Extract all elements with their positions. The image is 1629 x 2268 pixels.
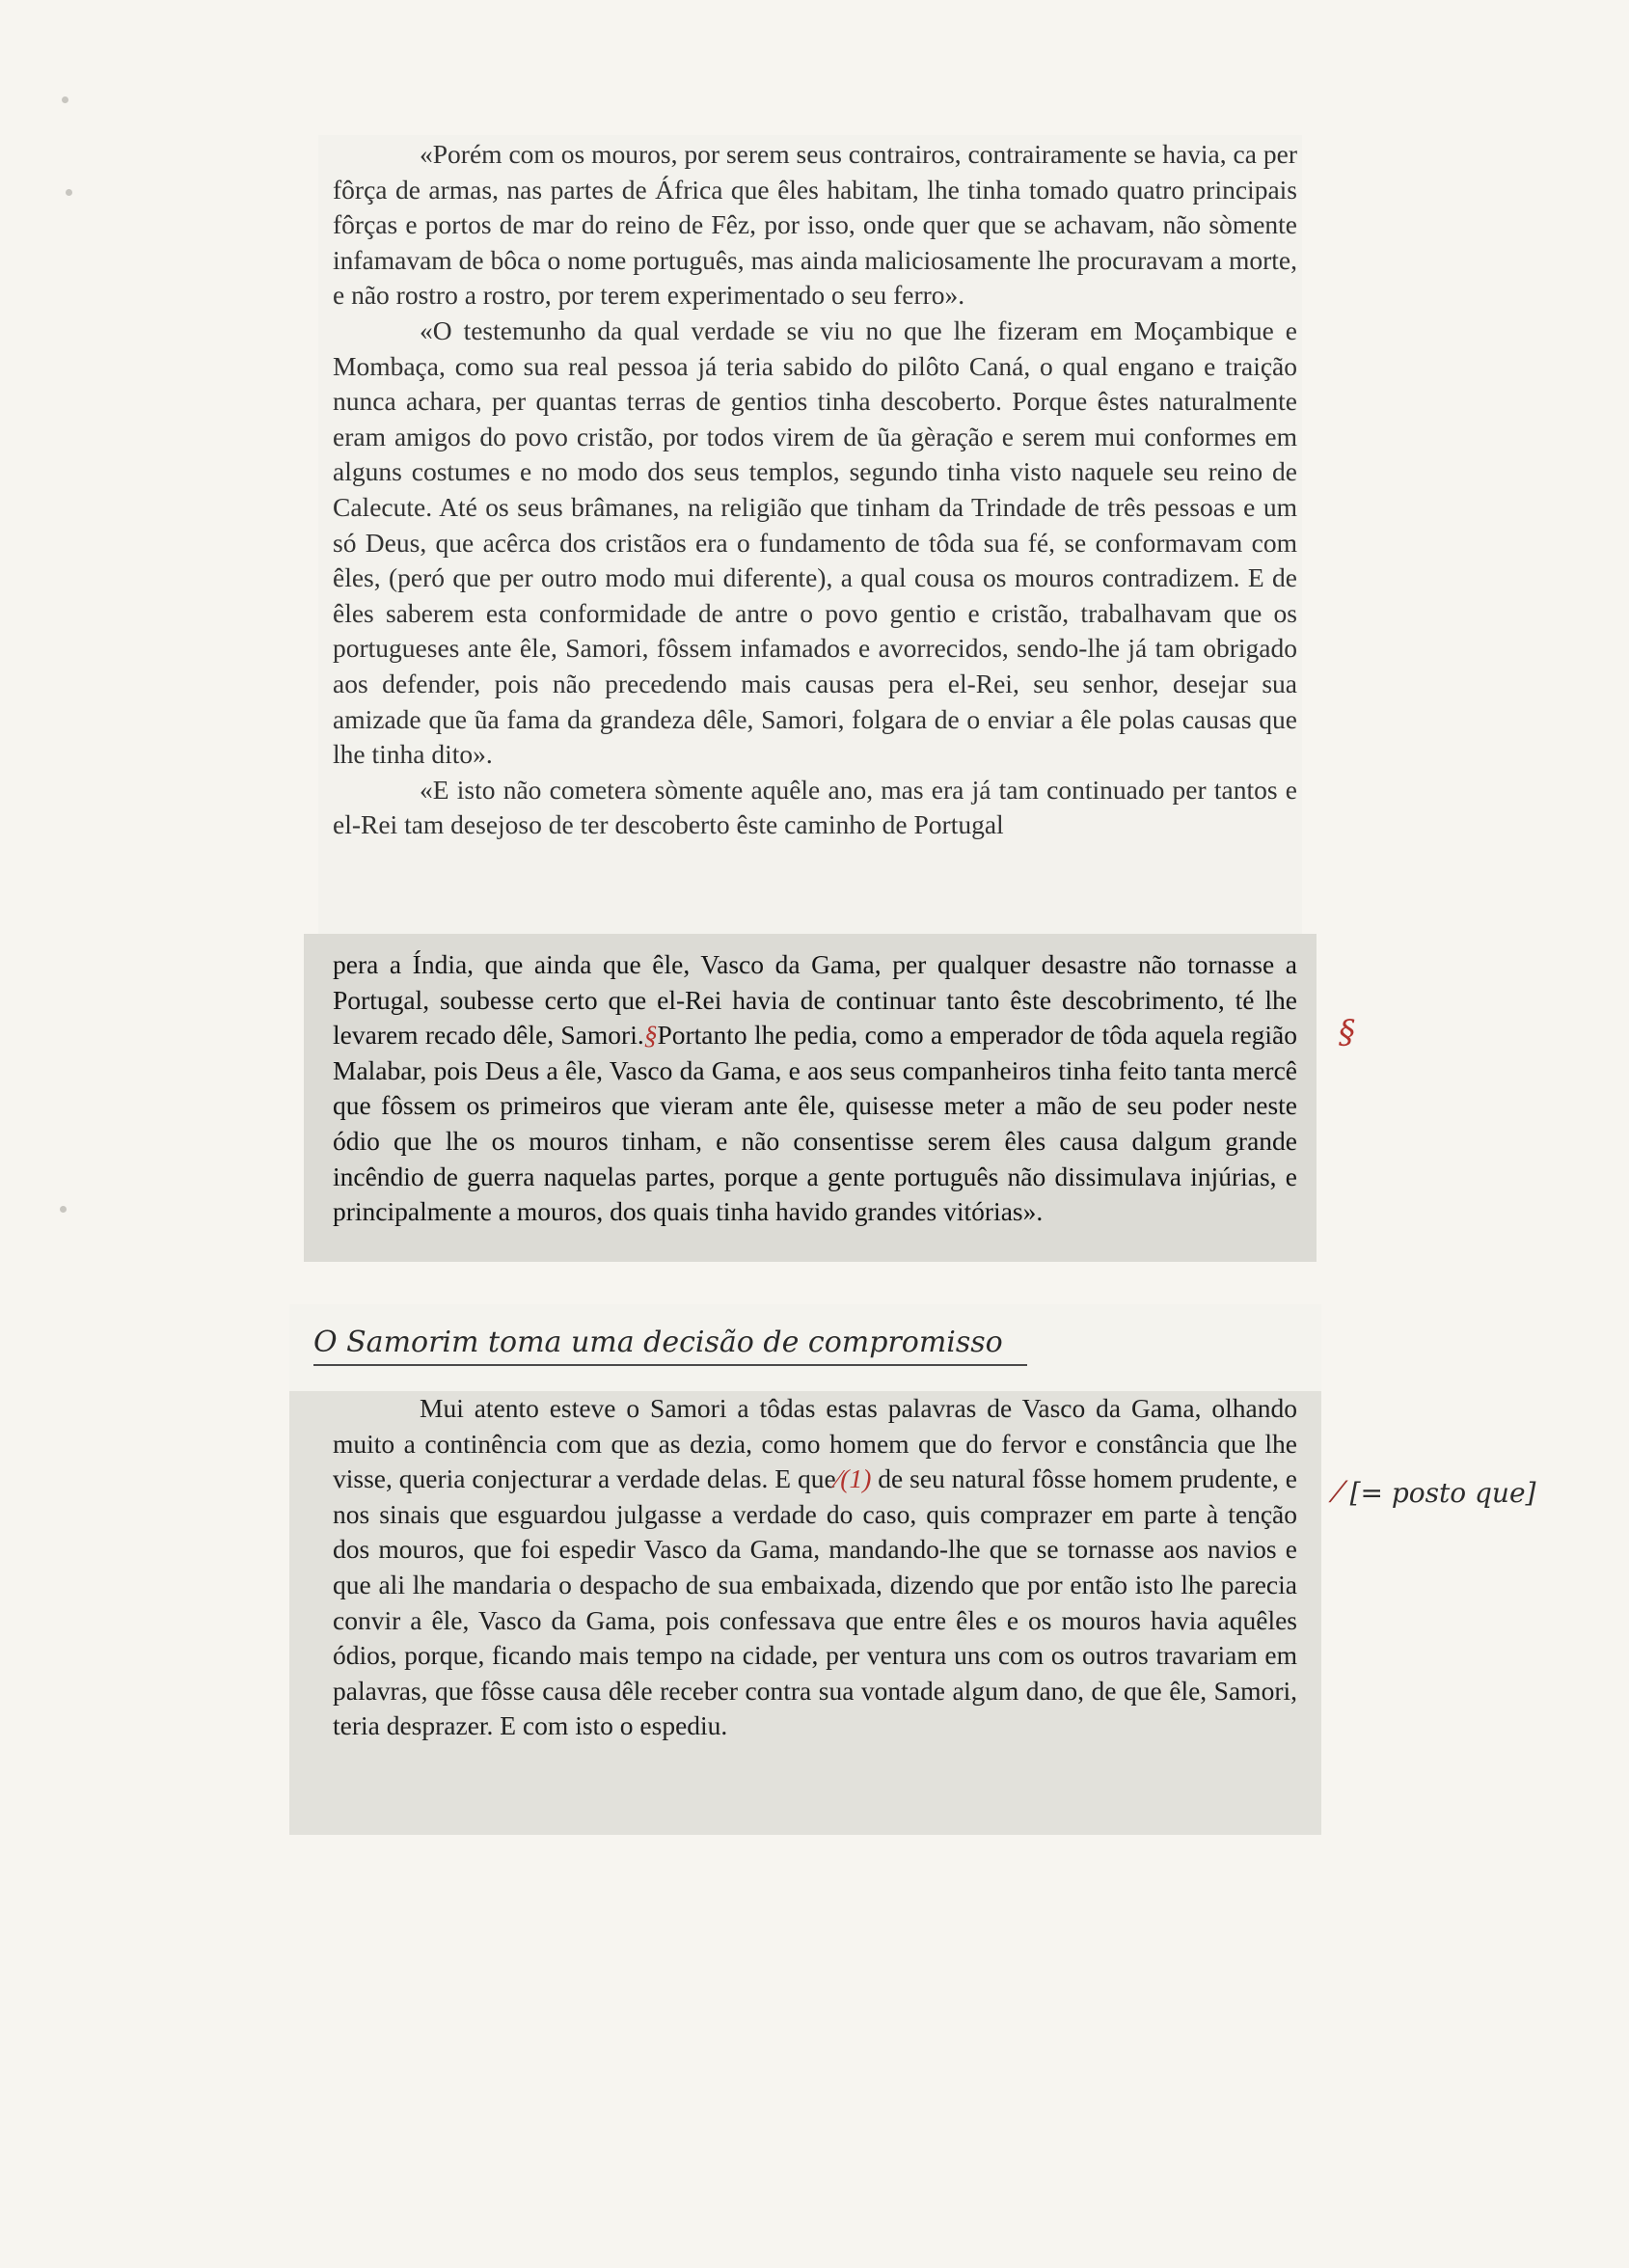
paragraph-three-continued: pera a Índia, que ainda que êle, Vasco da Gama, per qualquer desastre não tornasse a Portugal, soubesse certo que el-Rei havia de continuar tanto êste descobrimento, té lhe levarem recado dêle, Samori.: [333, 949, 1297, 1051]
body-text-upper: [333, 137, 1297, 843]
paragraph-two: «O testemunho da qual verdade se viu no que lhe fizeram em Moçambique e Mombaça, como sua real pessoa já teria sabido do pilôto Caná, o qual engano e traição nunca achara, per quantas terras de gentios tinha descoberto. Porque êstes naturalmente eram amigos do povo cristão, por todos virem de ũa gèração e serem mui conformes em alguns costumes e no modo dos seus templos, segundo tinha visto naquele seu reino de Calecute. Até os seus brâmanes, na religião que tinham da Trindade de três pessoas e um só Deus, que acêrca dos cristãos era o fundamento de tôda sua fé, se conformavam com êles, (peró que per outro modo mui diferente), a qual cousa os mouros contradizem. E de êles saberem esta conformidade de antre o povo gentio e cristão, trabalhavam que os portugueses ante êle, Samori, fôssem infamados e avorrecidos, sendo-lhe já tam obrigado aos defender, pois não precedendo mais causas pera el-Rei, seu senhor, desejar sua amizade que ũa fama da grandeza dêle, Samori, folgara de o enviar a êle polas causas que lhe tinha dito».: [333, 314, 1297, 770]
final-paragraph-part-one: Mui atento esteve o Samori a tôdas estas palavras de Vasco da Gama, olhando muito a continência com que as dezia, como homem que do fervor e constância que lhe visse, queria conjecturar a verdade delas. E que: [333, 1393, 1297, 1494]
final-paragraph-part-two: de seu natural fôsse homem prudente, e nos sinais que esguardou julgasse a verdade do caso, quis comprazer em parte à tenção dos mouros, que foi espedir Vasco da Gama, mandando-lhe que se tornasse aos navios e que ali lhe mandaria o despacho de sua embaixada, dizendo que por então isto lhe parecia convir a êle, Vasco da Gama, pois confessava que entre êles e os mouros havia aquêles ódios, porque, ficando mais tempo na cidade, per ventura uns com os outros travariam em palavras, que fôsse causa dêle receber contra sua vontade algum dano, de que êle, Samori, teria desprazer. E com isto o espediu.: [333, 1463, 1297, 1741]
paper-speck: [62, 96, 68, 103]
handwritten-heading: O Samorim toma uma decisão de compromisso: [313, 1324, 1027, 1366]
margin-annotation: [1336, 1476, 1535, 1510]
paragraph-one: «Porém com os mouros, por serem seus contrairos, contrairamente se havia, ca per fôrça de armas, nas partes de África que êles habitam, lhe tinha tomado quatro principais fôrças e portos de mar do reino de Fêz, por isso, onde quer que se achavam, não sòmente infamavam de bôca o nome português, mas ainda maliciosamente lhe procuravam a morte, e não rostro a rostro, por terem experimentado o seu ferro».: [333, 139, 1297, 311]
margin-note-text: [= posto que]: [1349, 1477, 1536, 1509]
body-text-lower: [333, 1391, 1297, 1744]
paper-speck: [60, 1206, 67, 1213]
paragraph-three-start: «E isto não cometera sòmente aquêle ano, mas era já tam continuado per tantos e el-Rei tam desejoso de ter descoberto êste caminho de Portugal: [333, 774, 1297, 840]
margin-section-mark: §: [1339, 1013, 1355, 1052]
section-mark-inline: §: [643, 1020, 658, 1051]
paragraph-three-end: Portanto lhe pedia, como a emperador de tôda aquela região Malabar, pois Deus a êle, Vasco da Gama, e aos seus companheiros tinha feito tanta mercê que fôssem os primeiros que vieram ante êle, quisesse meter a mão de seu poder neste ódio que lhe os mouros tinham, e não consentisse serem êles causa dalgum grande incêndio de guerra naquelas partes, porque a gente português não dissimulava injúrias, e principalmente a mouros, dos quais tinha havido grandes vitórias».: [333, 1020, 1297, 1227]
margin-note-symbol: ⁄: [1336, 1476, 1342, 1510]
body-text-middle: [333, 947, 1297, 1230]
final-paragraph: [333, 1391, 1297, 1744]
paper-speck: [66, 189, 72, 196]
footnote-mark-inline: ⁄(1): [835, 1463, 872, 1494]
